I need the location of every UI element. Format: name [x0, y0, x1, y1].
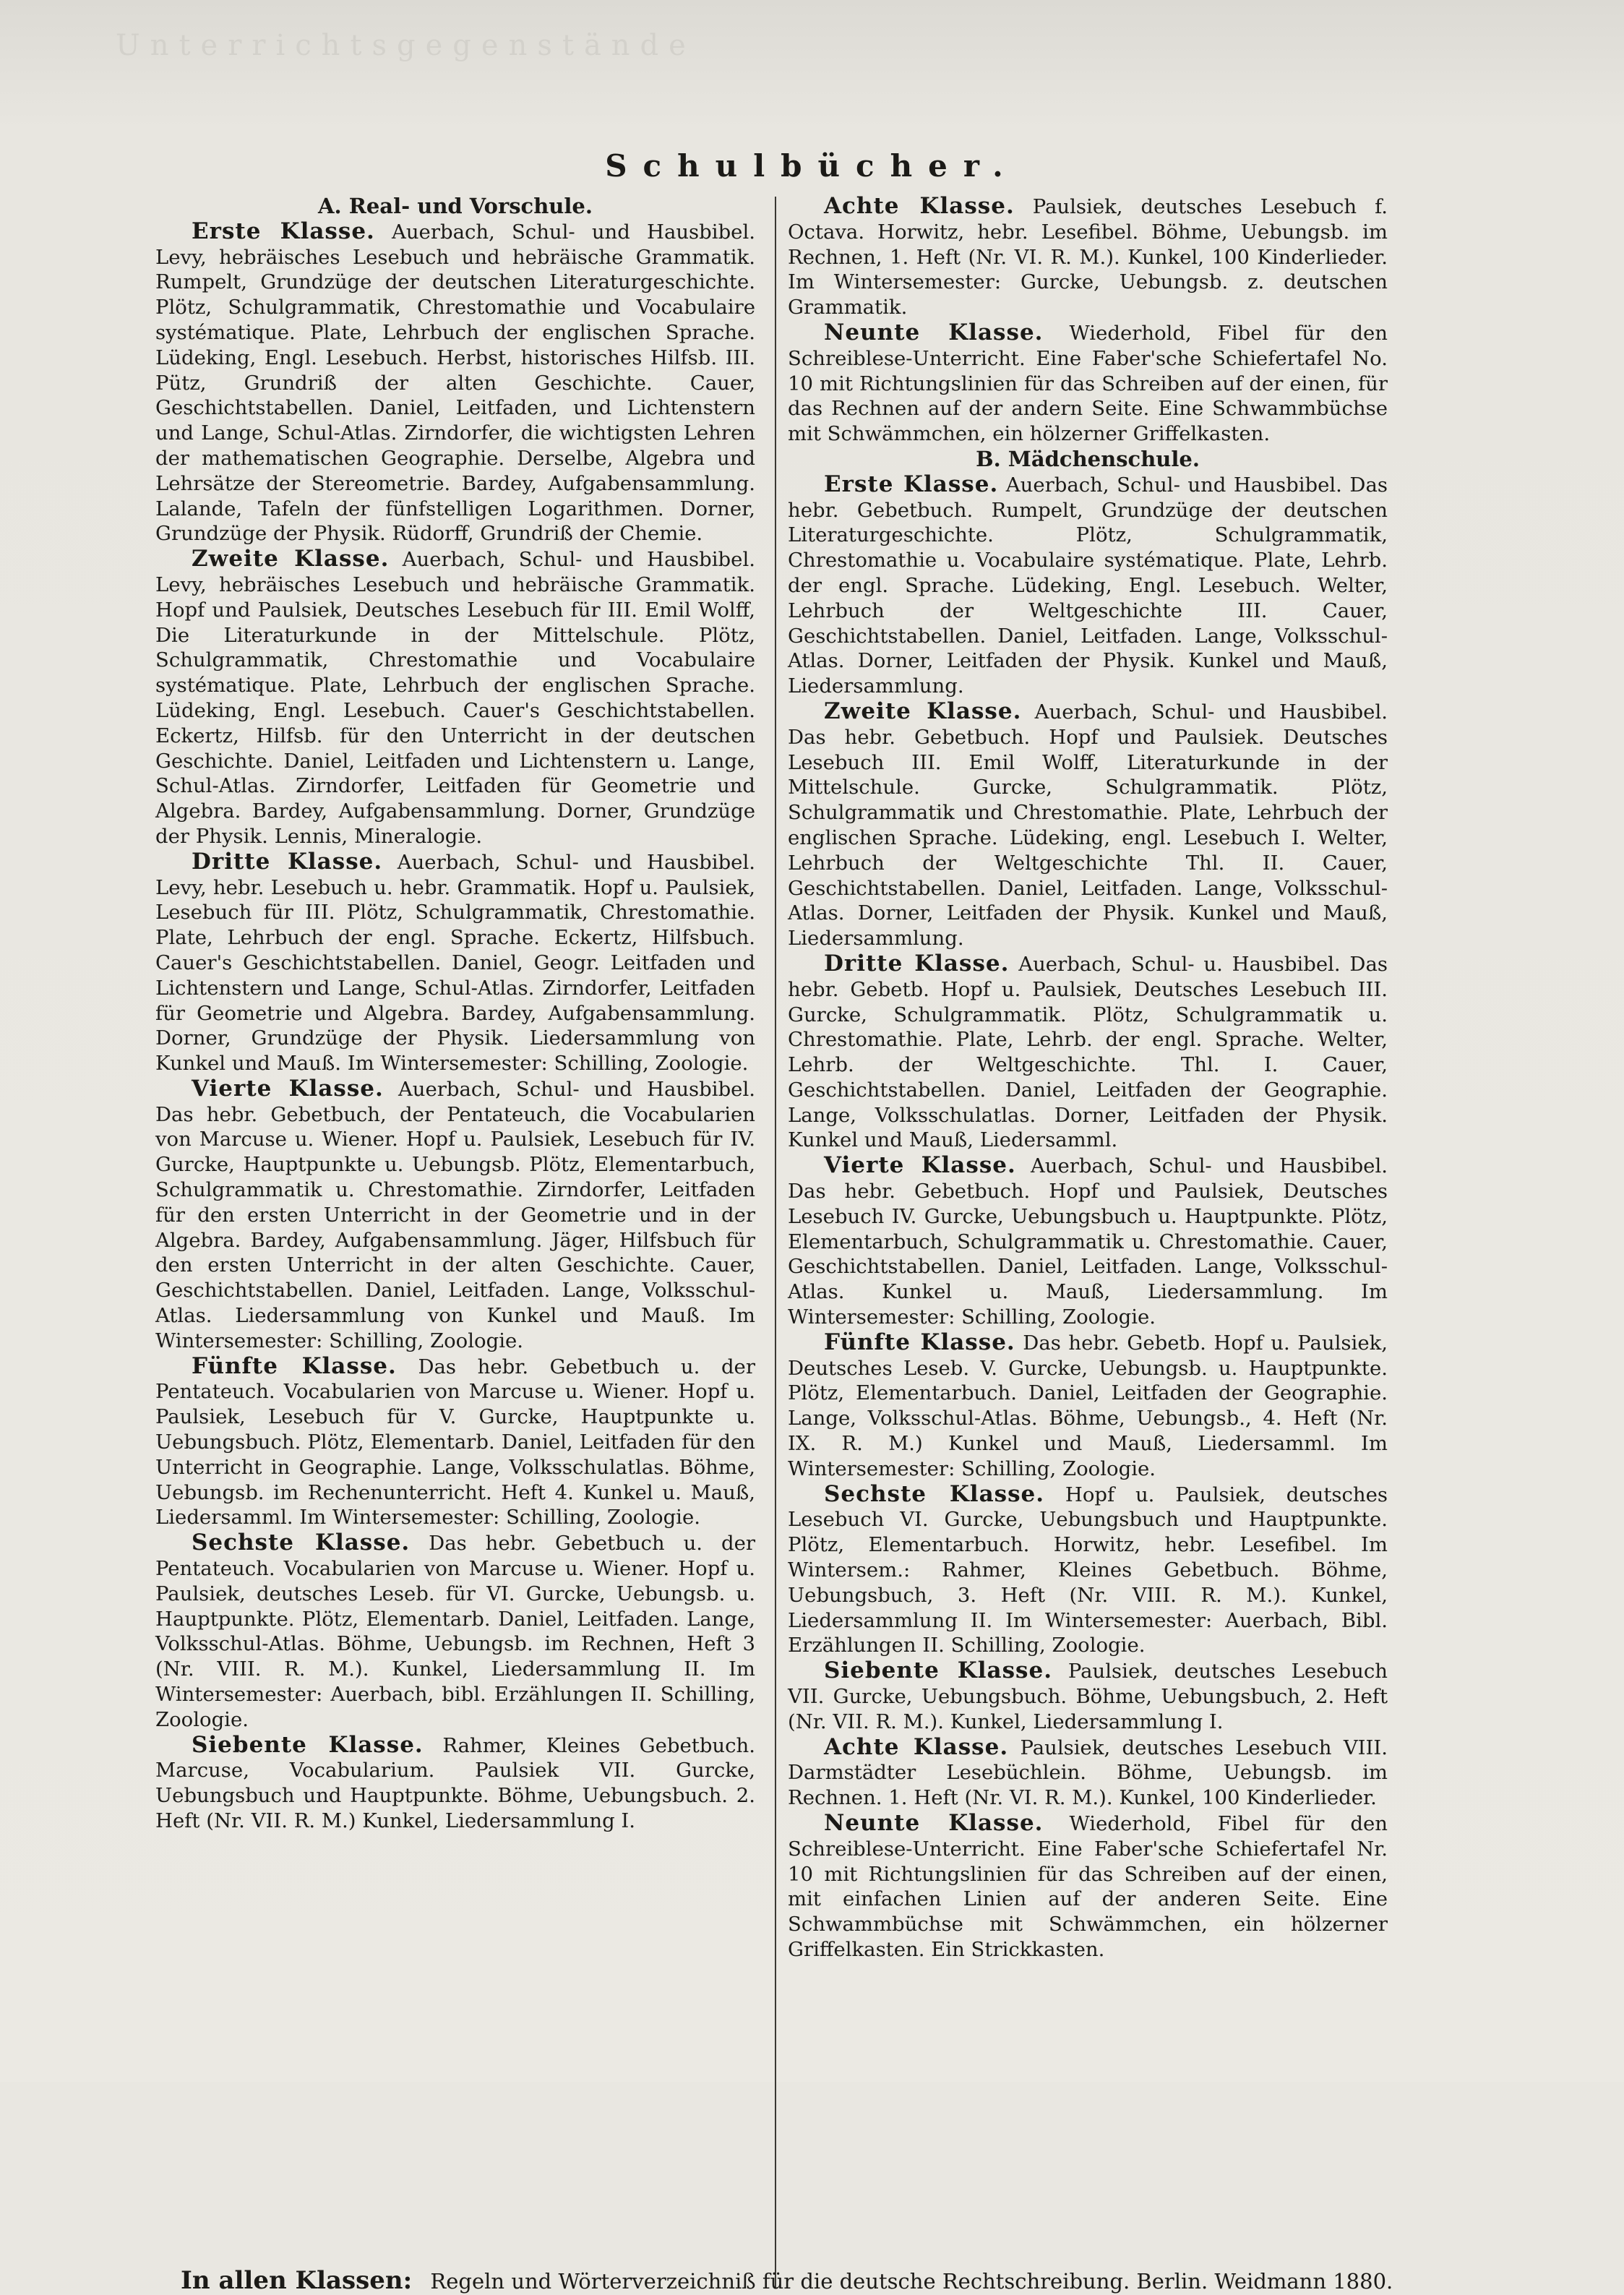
- class-booklist: Auerbach, Schul- und Hausbibel. Das hebr. Gebetbuch, der Pentateuch, die Vocabularien von Marcuse u. Wiener. Hopf u. Paulsiek, Lesebuch für IV. Gurcke, Hauptpunkte u. Uebungsb. Plötz, Elementarbuch, Schulgrammatik u. Chrestomathie. Zirndorfer, Leitfaden für den ersten Unterricht in der Geometrie und in der Algebra. Bardey, Aufgabensammlung. Jäger, Hilfsbuch für den ersten Unterricht in der alten Geschichte. Cauer, Geschichtstabellen. Daniel, Leitfaden. Lange, Volksschul-Atlas. Liedersammlung von Kunkel und Mauß. Im Wintersemester: Schilling, Zoologie.: [155, 1077, 755, 1352]
- class-entry: [155, 546, 755, 849]
- right-entries-a: [788, 194, 1388, 447]
- class-entry: [788, 1153, 1388, 1330]
- class-heading: Achte Klasse.: [824, 193, 1015, 219]
- class-entry: [155, 849, 755, 1076]
- class-booklist: Paulsiek, deutsches Lesebuch f. Octava. Horwitz, hebr. Lesefibel. Böhme, Uebungsb. im Rechnen, 1. Heft (Nr. VI. R. M.). Kunkel, 100 Kinderlieder. Im Wintersemester: Gurcke, Uebungsb. z. deutschen Grammatik.: [788, 195, 1388, 319]
- class-heading: Dritte Klasse.: [824, 950, 1010, 977]
- class-booklist: Das hebr. Gebetb. Hopf u. Paulsiek, Deutsches Leseb. V. Gurcke, Uebungsb. u. Hauptpunkte. Plötz, Elementarbuch. Daniel, Leitfaden der Geographie. Lange, Volksschul-Atlas. Böhme, Uebungsb., 4. Heft (Nr. IX. R. M.) Kunkel und Mauß, Liedersamml. Im Wintersemester: Schilling, Zoologie.: [788, 1331, 1388, 1480]
- class-heading: Dritte Klasse.: [192, 848, 383, 875]
- class-heading: Siebente Klasse.: [824, 1657, 1053, 1684]
- footer-label: In allen Klassen:: [181, 2266, 413, 2295]
- class-heading: Fünfte Klasse.: [824, 1329, 1015, 1355]
- class-booklist: Wiederhold, Fibel für den Schreiblese-Unterricht. Eine Faber'sche Schiefertafel No. 10 mit Richtungslinien für das Schreiben auf der einen, für das Rechnen auf der andern Seite. Eine Schwammbüchse mit Schwämmchen, ein hölzerner Griffelkasten.: [788, 321, 1388, 446]
- class-heading: Erste Klasse.: [192, 218, 375, 244]
- class-heading: Vierte Klasse.: [824, 1152, 1016, 1179]
- section-heading-real-vorschule: A. Real- und Vorschule.: [318, 194, 593, 218]
- class-booklist: Auerbach, Schul- und Hausbibel. Das hebr. Gebetbuch. Rumpelt, Grundzüge der deutschen Literaturgeschichte. Plötz, Schulgrammatik, Chrestomathie u. Vocabulaire systématique. Plate, Lehrb. der engl. Sprache. Lüdeking, Engl. Lesebuch. Welter, Lehrbuch der Weltgeschichte III. Cauer, Geschichtstabellen. Daniel, Leitfaden. Lange, Volksschul-Atlas. Dorner, Leitfaden der Physik. Kunkel und Mauß, Liedersammlung.: [788, 473, 1388, 698]
- class-booklist: Das hebr. Gebetbuch u. der Pentateuch. Vocabularien von Marcuse u. Wiener. Hopf u. Paulsiek, deutsches Leseb. für VI. Gurcke, Uebungsb. u. Hauptpunkte. Plötz, Elementarb. Daniel, Leitfaden. Lange, Volksschul-Atlas. Böhme, Uebungsb. im Rechnen, Heft 3 (Nr. VIII. R. M.). Kunkel, Liedersammlung II. Im Wintersemester: Auerbach, bibl. Erzählungen II. Schilling, Zoologie.: [155, 1532, 755, 1731]
- class-heading: Vierte Klasse.: [192, 1075, 384, 1102]
- class-entry: [788, 951, 1388, 1153]
- class-booklist: Hopf u. Paulsiek, deutsches Lesebuch VI. Gurcke, Uebungsbuch und Hauptpunkte. Plötz, Elementarbuch. Horwitz, hebr. Lesefibel. Im Wintersem.: Rahmer, Kleines Gebetbuch. Böhme, Uebungsbuch, 3. Heft (Nr. VIII. R. M.). Kunkel, Liedersammlung II. Im Wintersemester: Auerbach, Bibl. Erzählungen II. Schilling, Zoologie.: [788, 1483, 1388, 1657]
- left-entries: [155, 219, 755, 1834]
- column-divider: [775, 197, 776, 2288]
- class-booklist: Paulsiek, deutsches Lesebuch VIII. Darmstädter Lesebüchlein. Böhme, Uebungsb. im Rechnen. 1. Heft (Nr. VI. R. M.). Kunkel, 100 Kinderlieder.: [788, 1736, 1388, 1810]
- class-booklist: Auerbach, Schul- u. Hausbibel. Das hebr. Gebetb. Hopf u. Paulsiek, Deutsches Lesebuch III. Gurcke, Schulgrammatik. Plötz, Schulgrammatik u. Chrestomathie. Plate, Lehrb. der engl. Sprache. Welter, Lehrb. der Weltgeschichte. Thl. I. Cauer, Geschichtstabellen. Daniel, Leitfaden der Geographie. Lange, Volksschulatlas. Dorner, Leitfaden der Physik. Kunkel und Mauß, Liedersamml.: [788, 952, 1388, 1152]
- class-heading: Sechste Klasse.: [192, 1530, 411, 1556]
- class-entry: [788, 1658, 1388, 1734]
- class-heading: Zweite Klasse.: [824, 698, 1022, 724]
- class-entry: [155, 1354, 755, 1531]
- bleed-through-text: Unterrichtsgegenstände: [116, 29, 696, 62]
- class-entry: [788, 1330, 1388, 1482]
- class-booklist: Auerbach, Schul- und Hausbibel. Levy, hebräisches Lesebuch und hebräische Grammatik. Hopf und Paulsiek, Deutsches Lesebuch für III. Emil Wolff, Die Literaturkunde in der Mittelschule. Plötz, Schulgrammatik, Chrestomathie und Vocabulaire systématique. Plate, Lehrbuch der englischen Sprache. Lüdeking, Engl. Lesebuch. Cauer's Geschichtstabellen. Eckertz, Hilfsb. für den Unterricht in der deutschen Geschichte. Daniel, Leitfaden und Lichtenstern u. Lange, Schul-Atlas. Zirndorfer, Leitfaden für Geometrie und Algebra. Bardey, Aufgabensammlung. Dorner, Grundzüge der Physik. Lennis, Mineralogie.: [155, 548, 755, 848]
- class-entry: [788, 1482, 1388, 1659]
- class-entry: [788, 194, 1388, 320]
- class-booklist: Auerbach, Schul- und Hausbibel. Levy, hebr. Lesebuch u. hebr. Grammatik. Hopf u. Paulsiek, Lesebuch für III. Plötz, Schulgrammatik, Chrestomathie. Plate, Lehrbuch der engl. Sprache. Eckertz, Hilfsbuch. Cauer's Geschichtstabellen. Daniel, Geogr. Leitfaden und Lichtenstern und Lange, Schul-Atlas. Zirndorfer, Leitfaden für Geometrie und Algebra. Bardey, Aufgabensammlung. Dorner, Grundzüge der Physik. Liedersammlung von Kunkel und Mauß. Im Wintersemester: Schilling, Zoologie.: [155, 850, 755, 1076]
- class-heading: Siebente Klasse.: [192, 1731, 424, 1758]
- class-entry: [788, 699, 1388, 951]
- class-heading: Erste Klasse.: [824, 471, 999, 497]
- class-heading: Neunte Klasse.: [824, 319, 1044, 346]
- class-heading: Achte Klasse.: [824, 1733, 1009, 1760]
- right-entries-b: [788, 472, 1388, 1962]
- class-heading: Neunte Klasse.: [824, 1810, 1044, 1836]
- right-column: [788, 194, 1388, 1962]
- class-heading: Zweite Klasse.: [192, 546, 390, 572]
- section-heading-maedchenschule: B. Mädchenschule.: [976, 446, 1200, 471]
- left-column: [155, 194, 755, 1834]
- class-booklist: Wiederhold, Fibel für den Schreiblese-Unterricht. Eine Faber'sche Schiefertafel Nr. 10 mit Richtungslinien für das Schreiben auf der einen, mit einfachen Linien auf der anderen Seite. Eine Schwammbüchse mit Schwämmchen, ein hölzerner Griffelkasten. Ein Strickkasten.: [788, 1812, 1388, 1961]
- class-entry: [788, 472, 1388, 699]
- class-booklist: Auerbach, Schul- und Hausbibel. Das hebr. Gebetbuch. Hopf und Paulsiek. Deutsches Lesebuch III. Emil Wolff, Literaturkunde in der Mittelschule. Gurcke, Schulgrammatik. Plötz, Schulgrammatik und Chrestomathie. Plate, Lehrbuch der englischen Sprache. Lüdeking, engl. Lesebuch I. Welter, Lehrbuch der Weltgeschichte Thl. II. Cauer, Geschichtstabellen. Daniel, Leitfaden. Lange, Volksschul-Atlas. Dorner, Leitfaden der Physik. Kunkel und Mauß, Liedersammlung.: [788, 700, 1388, 951]
- class-booklist: Rahmer, Kleines Gebetbuch. Marcuse, Vocabularium. Paulsiek VII. Gurcke, Uebungsbuch und Hauptpunkte. Böhme, Uebungsbuch. 2. Heft (Nr. VII. R. M.) Kunkel, Liedersammlung I.: [155, 1733, 755, 1832]
- class-entry: [155, 1733, 755, 1834]
- class-heading: Sechste Klasse.: [824, 1480, 1045, 1507]
- footer-text: Regeln und Wörterverzeichniß für die deutsche Rechtschreibung. Berlin. Weidmann 1880.: [430, 2269, 1393, 2294]
- class-entry: [788, 320, 1388, 447]
- class-entry: [155, 1076, 755, 1354]
- class-booklist: Auerbach, Schul- und Hausbibel. Das hebr. Gebetbuch. Hopf und Paulsiek, Deutsches Lesebuch IV. Gurcke, Uebungsbuch u. Hauptpunkte. Plötz, Elementarbuch, Schulgrammatik u. Chrestomathie. Cauer, Geschichtstabellen. Daniel, Leitfaden. Lange, Volksschul-Atlas. Kunkel u. Mauß, Liedersammlung. Im Wintersemester: Schilling, Zoologie.: [788, 1154, 1388, 1329]
- class-entry: [788, 1811, 1388, 1962]
- class-heading: Fünfte Klasse.: [192, 1352, 397, 1379]
- class-entry: [155, 1530, 755, 1732]
- class-booklist: Paulsiek, deutsches Lesebuch VII. Gurcke, Uebungsbuch. Böhme, Uebungsbuch, 2. Heft (Nr. VII. R. M.). Kunkel, Liedersammlung I.: [788, 1660, 1388, 1733]
- class-booklist: Auerbach, Schul- und Hausbibel. Levy, hebräisches Lesebuch und hebräische Grammatik. Rumpelt, Grundzüge der deutschen Literaturgeschichte. Plötz, Schulgrammatik, Chrestomathie und Vocabulaire systématique. Plate, Lehrbuch der englischen Sprache. Lüdeking, Engl. Lesebuch. Herbst, historisches Hilfsb. III. Pütz, Grundriß der alten Geschichte. Cauer, Geschichtstabellen. Daniel, Leitfaden, und Lichtenstern und Lange, Schul-Atlas. Zirndorfer, die wichtigsten Lehren der mathematischen Geographie. Derselbe, Algebra und Lehrsätze der Stereometrie. Bardey, Aufgabensammlung. Lalande, Tafeln der fünfstelligen Logarithmen. Dorner, Grundzüge der Physik. Rüdorff, Grundriß der Chemie.: [155, 220, 755, 546]
- class-entry: [155, 219, 755, 546]
- class-entry: [788, 1735, 1388, 1811]
- footer-line: [181, 2266, 1554, 2295]
- page-title: Schulbücher.: [605, 148, 1019, 184]
- class-booklist: Das hebr. Gebetbuch u. der Pentateuch. Vocabularien von Marcuse u. Wiener. Hopf u. Paulsiek, Lesebuch für V. Gurcke, Hauptpunkte u. Uebungsbuch. Plötz, Elementarb. Daniel, Leitfaden für den Unterricht in Geographie. Lange, Volksschulatlas. Böhme, Uebungsb. im Rechenunterricht. Heft 4. Kunkel u. Mauß, Liedersamml. Im Wintersemester: Schilling, Zoologie.: [155, 1355, 755, 1530]
